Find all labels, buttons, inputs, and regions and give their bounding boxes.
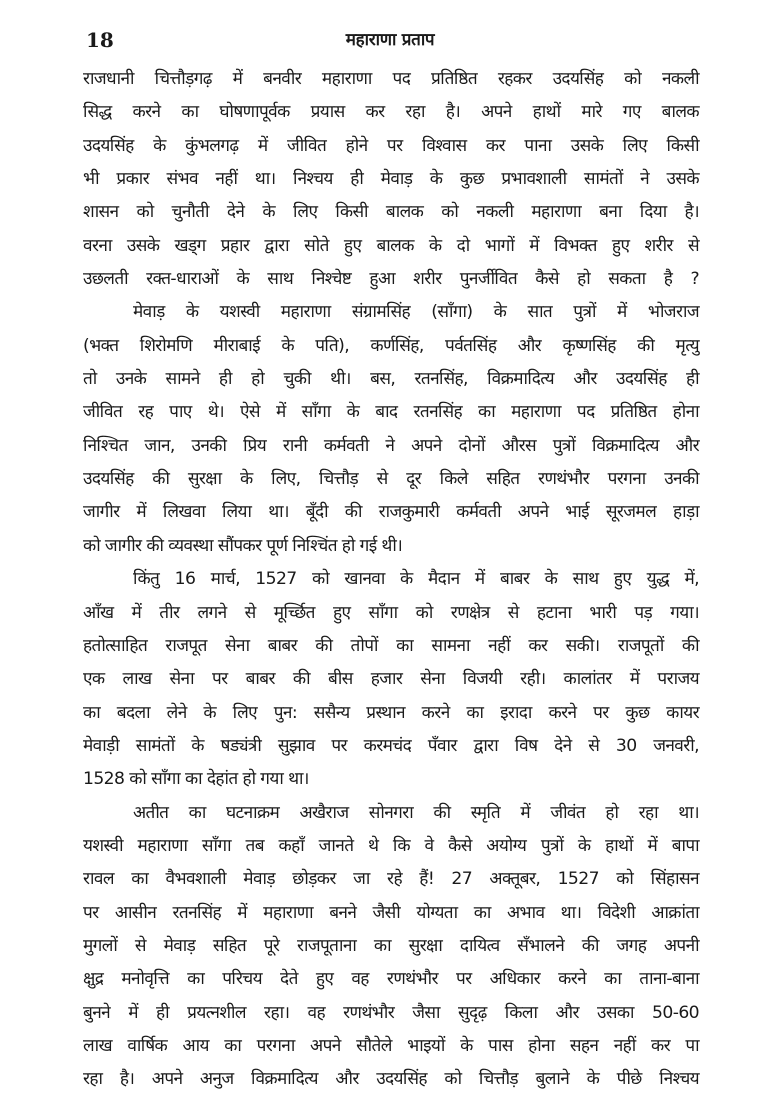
text-line: उछलती रक्त-धाराओं के साथ निश्चेष्ट हुआ शरीर पुनर्जीवित कैसे हो सकता है ?	[83, 269, 699, 290]
paragraph-4	[83, 797, 699, 1097]
text-line: आँख में तीर लगने से मूर्च्छित हुए साँगा को रणक्षेत्र से हटाना भारी पड़ गया।	[83, 602, 699, 623]
text-line: हतोत्साहित राजपूत सेना बाबर की तोपों का सामना नहीं कर सकी। राजपूतों की	[83, 635, 699, 656]
paragraph-1	[83, 63, 699, 296]
running-title: महाराणा प्रताप	[345, 30, 435, 50]
text-line: बुनने में ही प्रयत्नशील रहा। वह रणथंभौर जैसा सुदृढ़ किला और उसका 50-60	[83, 1002, 699, 1023]
text-line: उदयसिंह की सुरक्षा के लिए, चित्तौड़ से दूर किले सहित रणथंभौर परगना उनकी	[83, 469, 699, 490]
text-line: उदयसिंह के कुंभलगढ़ में जीवित होने पर विश्वास कर पाना उसके लिए किसी	[83, 135, 699, 156]
text-line: रहा है। अपने अनुज विक्रमादित्य और उदयसिंह को चित्तौड़ बुलाने के पीछे निश्चय	[83, 1069, 699, 1090]
text-line: मेवाड़ी सामंतों के षड्यंत्री सुझाव पर करमचंद पँवार द्वारा विष देने से 30 जनवरी,	[83, 735, 699, 756]
text-line: को जागीर की व्यवस्था सौंपकर पूर्ण निश्चिंत हो गई थी।	[83, 535, 403, 556]
text-line: किंतु 16 मार्च, 1527 को खानवा के मैदान में बाबर के साथ हुए युद्ध में,	[133, 569, 699, 590]
text-line: मुगलों से मेवाड़ सहित पूरे राजपूताना का सुरक्षा दायित्व सँभालने की जगह अपनी	[83, 935, 699, 956]
text-line: रावल का वैभवशाली मेवाड़ छोड़कर जा रहे हैं! 27 अक्तूबर, 1527 को सिंहासन	[83, 869, 699, 890]
text-line: तो उनके सामने ही हो चुकी थी। बस, रतनसिंह, विक्रमादित्य और उदयसिंह ही	[83, 369, 699, 390]
text-line: भी प्रकार संभव नहीं था। निश्चय ही मेवाड़ के कुछ प्रभावशाली सामंतों ने उसके	[83, 169, 699, 190]
paragraph-3	[83, 563, 699, 796]
text-line: का बदला लेने के लिए पुन: ससैन्य प्रस्थान करने का इरादा करने पर कुछ कायर	[83, 702, 699, 723]
page-header	[0, 24, 780, 56]
text-line: 1528 को साँगा का देहांत हो गया था।	[83, 769, 309, 790]
body-text	[83, 63, 699, 1097]
text-line: पर आसीन रतनसिंह में महाराणा बनने जैसी योग्यता का अभाव था। विदेशी आक्रांता	[83, 902, 699, 923]
text-line: मेवाड़ के यशस्वी महाराणा संग्रामसिंह (साँगा) के सात पुत्रों में भोजराज	[133, 302, 699, 323]
text-line: एक लाख सेना पर बाबर की बीस हजार सेना विजयी रही। कालांतर में पराजय	[83, 669, 699, 690]
text-line: वरना उसके खड्ग प्रहार द्वारा सोते हुए बालक के दो भागों में विभक्त हुए शरीर से	[83, 235, 699, 256]
text-line: शासन को चुनौती देने के लिए किसी बालक को नकली महाराणा बना दिया है।	[83, 202, 699, 223]
text-line: लाख वार्षिक आय का परगना अपने सौतेले भाइयों के पास होना सहन नहीं कर पा	[83, 1035, 699, 1056]
text-line: यशस्वी महाराणा साँगा तब कहाँ जानते थे कि वे कैसे अयोग्य पुत्रों के हाथों में बापा	[83, 835, 699, 856]
paragraph-2	[83, 296, 699, 563]
text-line: निश्चित जान, उनकी प्रिय रानी कर्मवती ने अपने दोनों औरस पुत्रों विक्रमादित्य और	[83, 435, 699, 456]
text-line: जीवित रह पाए थे। ऐसे में साँगा के बाद रतनसिंह का महाराणा पद प्रतिष्ठित होना	[83, 402, 699, 423]
text-line: अतीत का घटनाक्रम अखैराज सोनगरा की स्मृति में जीवंत हो रहा था।	[133, 802, 699, 823]
text-line: राजधानी चित्तौड़गढ़ में बनवीर महाराणा पद प्रतिष्ठित रहकर उदयसिंह को नकली	[83, 69, 699, 89]
text-line: सिद्ध करने का घोषणापूर्वक प्रयास कर रहा है। अपने हाथों मारे गए बालक	[83, 102, 699, 123]
page-number: 18	[86, 28, 114, 52]
text-line: (भक्त शिरोमणि मीराबाई के पति), कर्णसिंह, पर्वतसिंह और कृष्णसिंह की मृत्यु	[83, 335, 699, 356]
text-line: जागीर में लिखवा लिया था। बूँदी की राजकुमारी कर्मवती अपने भाई सूरजमल हाड़ा	[83, 502, 699, 523]
text-line: क्षुद्र मनोवृत्ति का परिचय देते हुए वह रणथंभौर पर अधिकार करने का ताना-बाना	[83, 969, 699, 990]
